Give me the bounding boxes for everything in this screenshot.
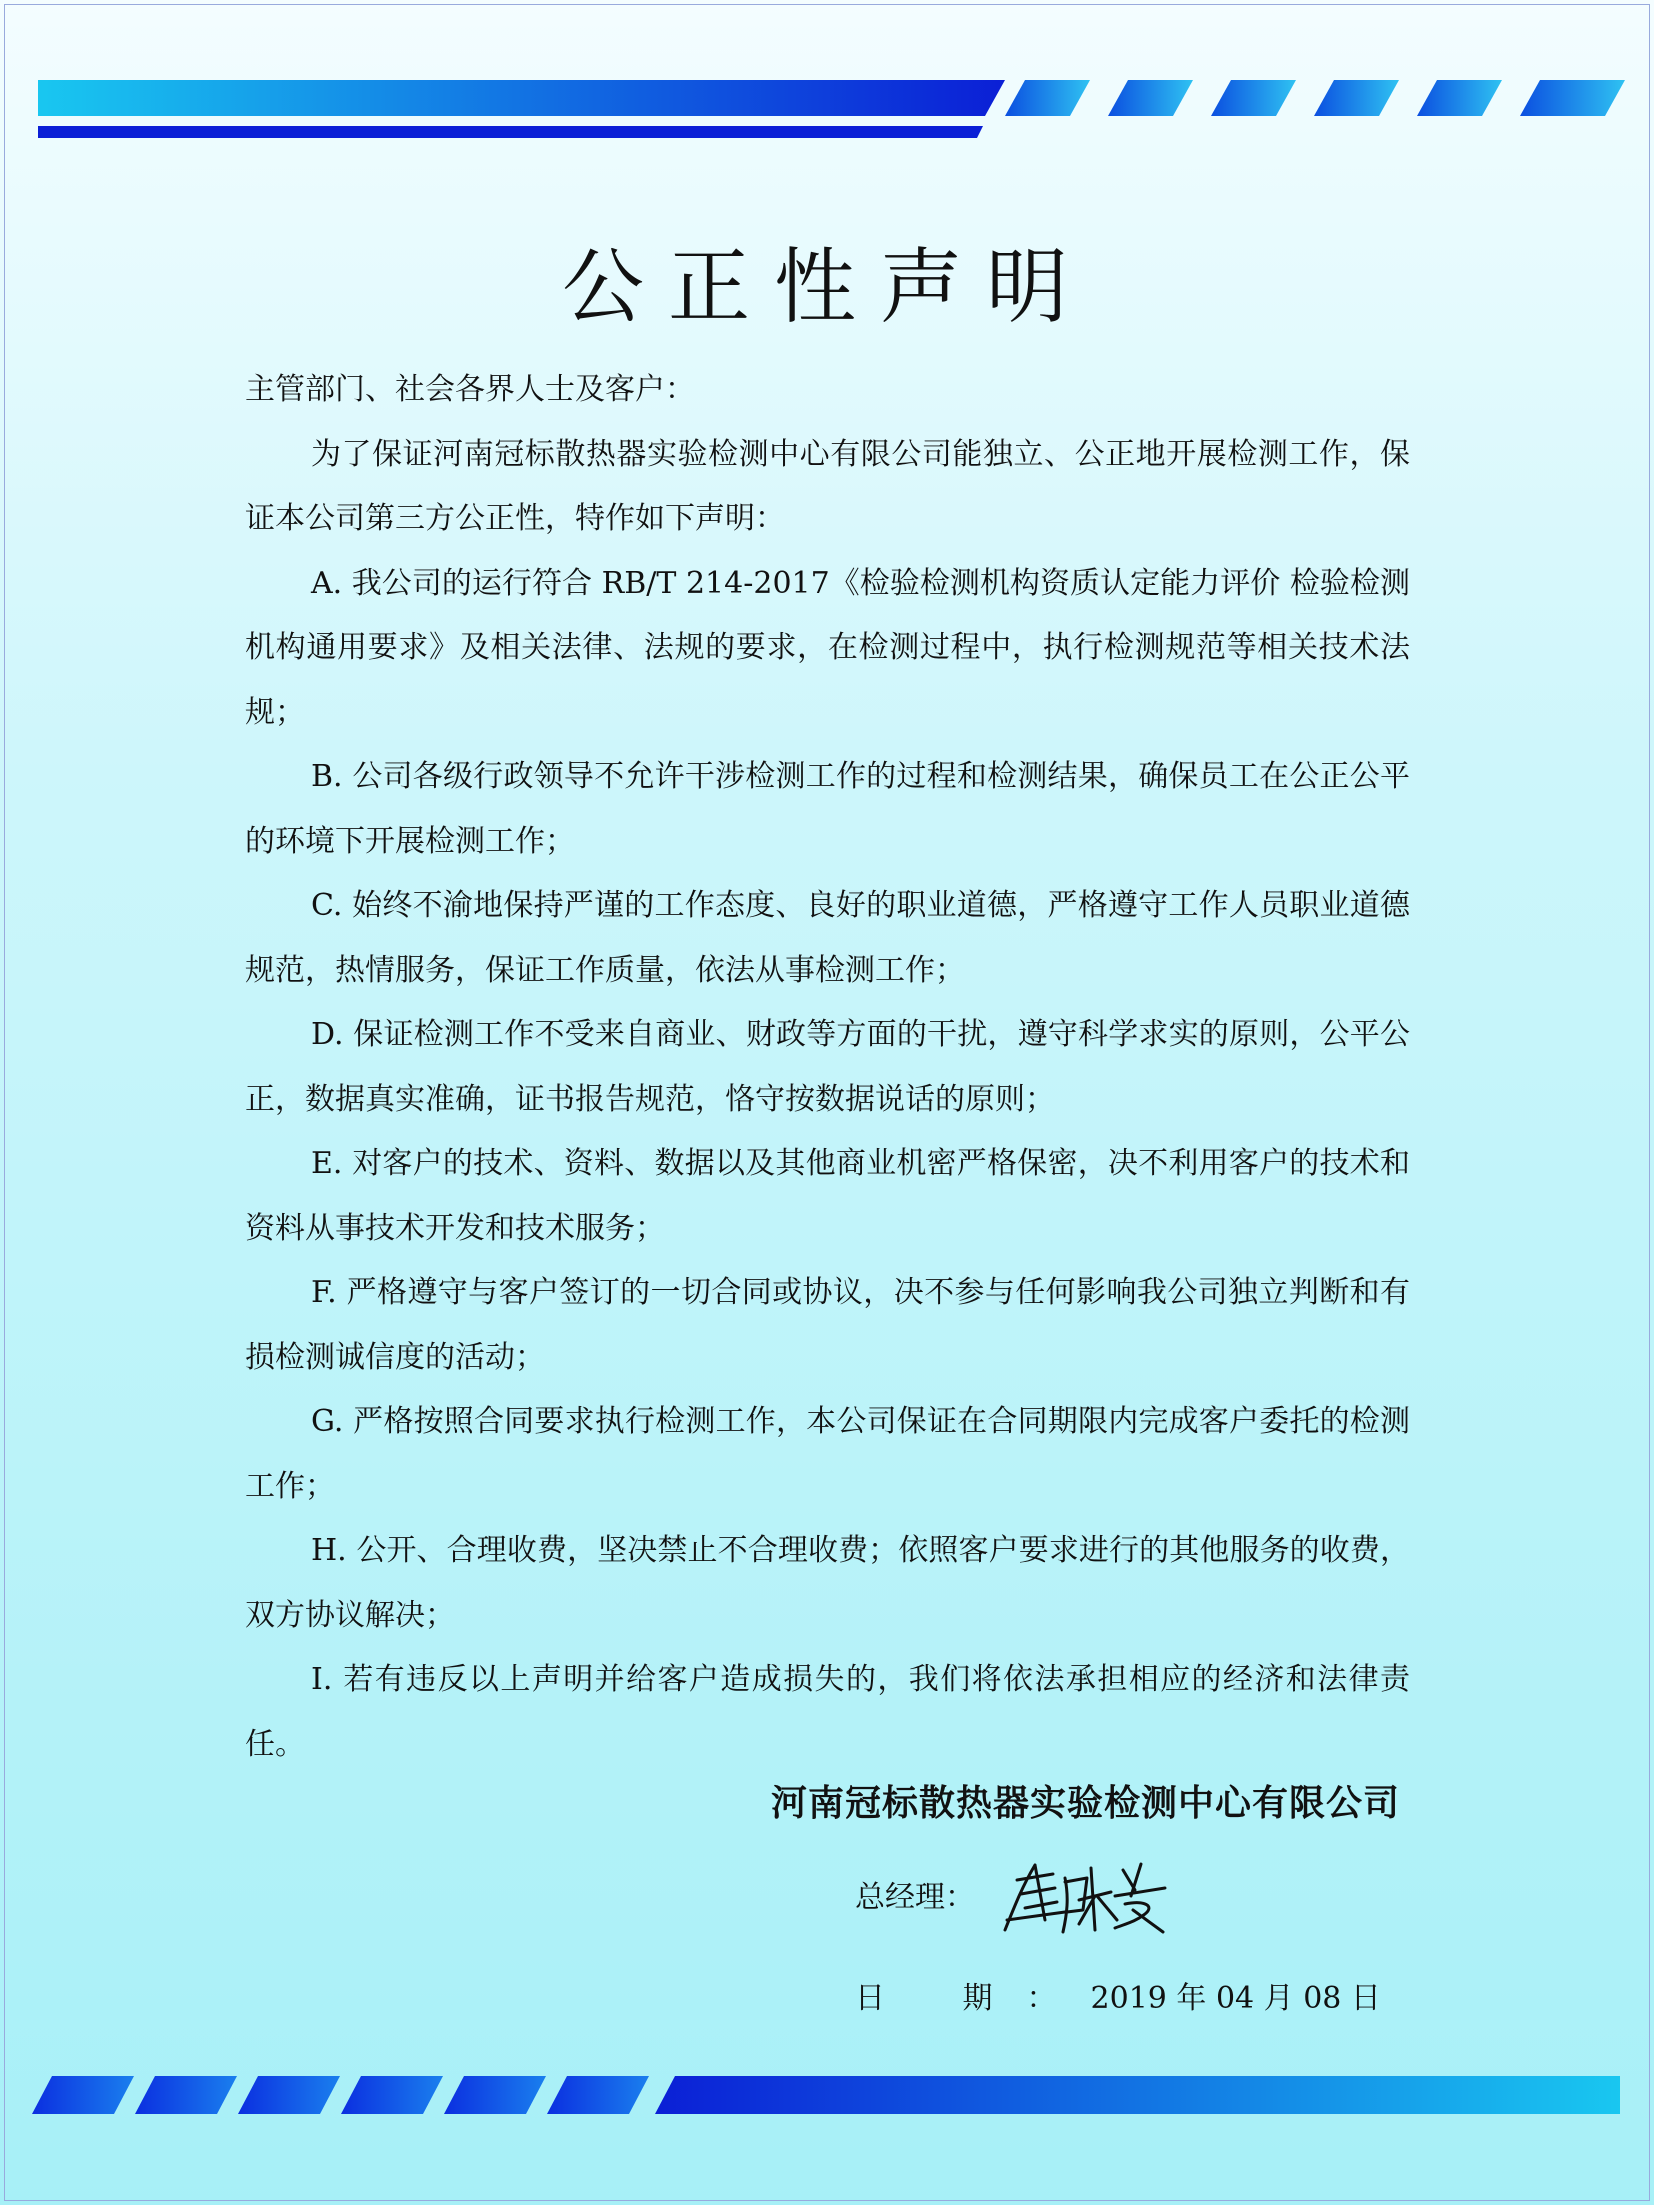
clause-h: H. 公开、合理收费，坚决禁止不合理收费；依照客户要求进行的其他服务的收费，双方协议解决； bbox=[245, 1533, 1410, 1633]
clause-a: A. 我公司的运行符合 RB/T 214-2017《检验检测机构资质认定能力评价 检验检测机构通用要求》及相关法律、法规的要求，在检测过程中，执行检测规范等相关技术法规； bbox=[245, 565, 1410, 730]
clause-c: C. 始终不渝地保持严谨的工作态度、良好的职业道德，严格遵守工作人员职业道德规范，热情服务，保证工作质量，依法从事检测工作； bbox=[245, 888, 1410, 988]
top-tile bbox=[1211, 80, 1296, 116]
bottom-tile bbox=[444, 2076, 546, 2114]
clause-i: I. 若有违反以上声明并给客户造成损失的，我们将依法承担相应的经济和法律责任。 bbox=[245, 1662, 1410, 1762]
salutation: 主管部门、社会各界人士及客户： bbox=[245, 372, 695, 407]
date-value: 2019 年 04 月 08 日 bbox=[1090, 1981, 1381, 2016]
top-main-bar bbox=[38, 80, 1005, 116]
top-tile bbox=[1520, 80, 1625, 116]
clause-b: B. 公司各级行政领导不允许干涉检测工作的过程和检测结果，确保员工在公正公平的环境下开展检测工作； bbox=[245, 759, 1410, 859]
top-tile bbox=[1005, 80, 1090, 116]
top-tile bbox=[1108, 80, 1193, 116]
clause-g: G. 严格按照合同要求执行检测工作，本公司保证在合同期限内完成客户委托的检测工作； bbox=[245, 1404, 1410, 1504]
bottom-tile bbox=[135, 2076, 237, 2114]
date-row bbox=[855, 1973, 1381, 2017]
bottom-main-bar bbox=[655, 2076, 1620, 2114]
clause-e: E. 对客户的技术、资料、数据以及其他商业机密严格保密，决不利用客户的技术和资料从事技术开发和技术服务； bbox=[245, 1146, 1410, 1246]
top-thin-bar bbox=[38, 126, 983, 138]
company-name: 河南冠标散热器实验检测中心有限公司 bbox=[770, 1783, 1400, 1824]
clause-d: D. 保证检测工作不受来自商业、财政等方面的干扰，遵守科学求实的原则，公平公正，数据真实准确，证书报告规范，恪守按数据说话的原则； bbox=[245, 1017, 1410, 1117]
intro-paragraph: 为了保证河南冠标散热器实验检测中心有限公司能独立、公正地开展检测工作，保证本公司第三方公正性，特作如下声明： bbox=[245, 436, 1410, 536]
top-decorative-band bbox=[0, 70, 1654, 150]
bottom-tile bbox=[238, 2076, 340, 2114]
page-title: 公正性声明 bbox=[561, 240, 1092, 335]
bottom-tile bbox=[32, 2076, 134, 2114]
top-tile bbox=[1314, 80, 1399, 116]
clause-f: F. 严格遵守与客户签订的一切合同或协议，决不参与任何影响我公司独立判断和有损检测诚信度的活动； bbox=[245, 1275, 1410, 1375]
declaration-body bbox=[245, 358, 1410, 1777]
bottom-tile bbox=[341, 2076, 443, 2114]
bottom-tile bbox=[547, 2076, 649, 2114]
bottom-decorative-band bbox=[0, 2070, 1654, 2130]
top-tile bbox=[1417, 80, 1502, 116]
general-manager-label: 总经理： bbox=[855, 1880, 975, 1915]
date-label: 日 期： bbox=[855, 1981, 1091, 2016]
handwritten-signature bbox=[995, 1850, 1175, 1940]
